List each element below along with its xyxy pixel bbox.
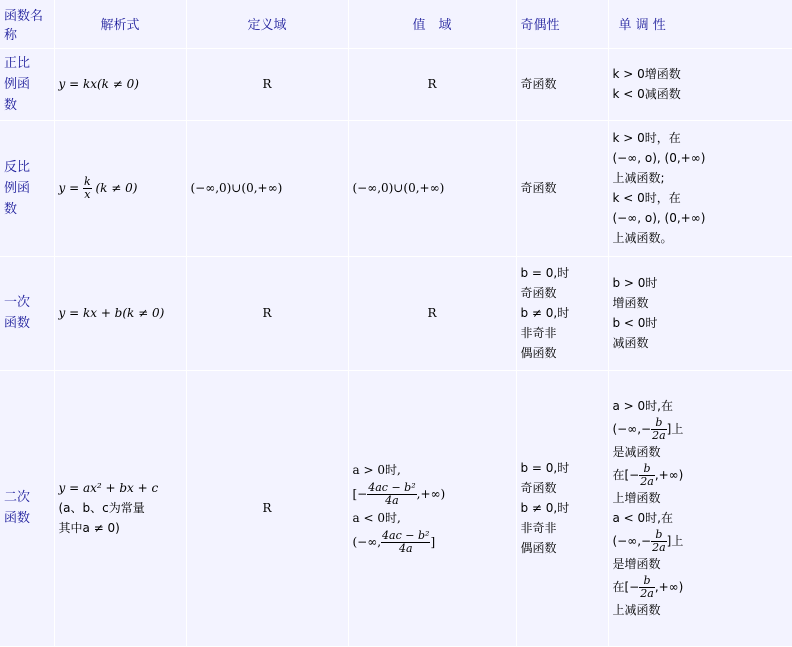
parity-line: 奇函数 bbox=[520, 77, 557, 91]
row-formula bbox=[54, 370, 186, 646]
mono-fraction-prefix: 在[− bbox=[612, 580, 640, 594]
mono-line bbox=[613, 416, 788, 442]
fraction-numerator: b bbox=[639, 575, 655, 588]
mono-line: 是减函数 bbox=[612, 445, 661, 459]
row-name bbox=[0, 256, 54, 370]
row-name-line: 反比 bbox=[4, 159, 31, 175]
row-name-line: 例函 bbox=[4, 180, 31, 196]
range-fraction-suffix: ,+∞) bbox=[416, 487, 446, 501]
parity-line: b = 0,时 bbox=[520, 266, 570, 280]
header-domain: 定义域 bbox=[186, 0, 348, 48]
mono-line: 上增函数 bbox=[612, 491, 661, 505]
fraction-numerator: b bbox=[651, 529, 667, 542]
mono-line: 上减函数。 bbox=[612, 231, 673, 245]
row-name bbox=[0, 370, 54, 646]
table-row bbox=[0, 256, 792, 370]
formula-fraction bbox=[83, 176, 92, 201]
parity-line: 非奇非 bbox=[520, 326, 557, 340]
table-row bbox=[0, 120, 792, 256]
table-row bbox=[0, 370, 792, 646]
mono-line: a < 0时,在 bbox=[612, 511, 673, 525]
row-name-line: 函数 bbox=[4, 316, 31, 331]
row-parity bbox=[516, 256, 608, 370]
fraction-numerator: k bbox=[83, 174, 91, 188]
mono-fraction-prefix: (−∞,− bbox=[612, 534, 652, 548]
table-row bbox=[0, 48, 792, 120]
row-domain: R bbox=[186, 370, 348, 646]
row-name-line: 正比 bbox=[4, 55, 31, 71]
mono-line: 是增函数 bbox=[612, 557, 661, 571]
parity-line: b ≠ 0,时 bbox=[520, 306, 570, 320]
row-name-line: 数 bbox=[4, 97, 18, 113]
formula-prefix: y = bbox=[58, 180, 80, 195]
fraction-denominator: 2a bbox=[652, 429, 666, 442]
header-function-name bbox=[0, 0, 54, 48]
formula-text: y = kx + b(k ≠ 0) bbox=[58, 306, 165, 320]
fraction-denominator: 2a bbox=[640, 587, 654, 600]
mono-line: a > 0时,在 bbox=[612, 399, 673, 413]
header-formula: 解析式 bbox=[54, 0, 186, 48]
mono-fraction-prefix: 在[− bbox=[612, 468, 640, 482]
mono-line: b > 0时 bbox=[612, 276, 658, 290]
mono-line: k > 0时，在 bbox=[612, 131, 681, 145]
header-row bbox=[0, 0, 792, 48]
mono-fraction bbox=[651, 529, 667, 554]
mono-line: b < 0时 bbox=[612, 316, 658, 330]
fraction-numerator: 4ac − b² bbox=[382, 529, 430, 542]
parity-line: 偶函数 bbox=[520, 541, 557, 555]
mono-line: 减函数 bbox=[612, 336, 649, 350]
parity-line: b ≠ 0,时 bbox=[520, 501, 570, 515]
row-range: (−∞,0)∪(0,+∞) bbox=[348, 120, 516, 256]
row-name bbox=[0, 48, 54, 120]
row-name-line: 一次 bbox=[4, 295, 31, 310]
range-line: a > 0时, bbox=[352, 463, 401, 477]
formula-line: 其中a ≠ 0) bbox=[58, 521, 120, 535]
row-monotonicity bbox=[608, 256, 792, 370]
mono-fraction-suffix: ]上 bbox=[666, 534, 684, 548]
row-monotonicity bbox=[608, 48, 792, 120]
header-parity: 奇偶性 bbox=[516, 0, 608, 48]
parity-line: b = 0,时 bbox=[520, 461, 570, 475]
mono-fraction bbox=[639, 463, 655, 488]
mono-line: 上减函数; bbox=[612, 171, 665, 185]
mono-fraction-prefix: (−∞,− bbox=[612, 422, 652, 436]
mono-line: 增函数 bbox=[612, 296, 649, 310]
parity-line: 奇函数 bbox=[520, 481, 557, 495]
mono-line: (−∞, o), (0,+∞) bbox=[612, 151, 706, 165]
row-parity bbox=[516, 370, 608, 646]
range-fraction-prefix: [− bbox=[352, 487, 368, 501]
row-formula bbox=[54, 256, 186, 370]
parity-line: 非奇非 bbox=[520, 521, 557, 535]
mono-line: k < 0减函数 bbox=[612, 87, 681, 101]
row-parity bbox=[516, 48, 608, 120]
formula-line: y = ax² + bx + c bbox=[58, 481, 159, 495]
row-range: R bbox=[348, 256, 516, 370]
mono-line: (−∞, o), (0,+∞) bbox=[612, 211, 706, 225]
range-line: a < 0时, bbox=[352, 511, 401, 525]
row-formula bbox=[54, 120, 186, 256]
row-name-line: 数 bbox=[4, 201, 18, 217]
range-fraction bbox=[381, 530, 430, 555]
fraction-denominator: 2a bbox=[652, 541, 666, 554]
row-name bbox=[0, 120, 54, 256]
parity-line: 奇函数 bbox=[520, 181, 557, 195]
row-domain: (−∞,0)∪(0,+∞) bbox=[186, 120, 348, 256]
parity-line: 偶函数 bbox=[520, 346, 557, 360]
row-domain: R bbox=[186, 48, 348, 120]
row-name-line: 函数 bbox=[4, 511, 31, 526]
header-monotonicity: 单 调 性 bbox=[608, 0, 792, 48]
row-name-line: 例函 bbox=[4, 76, 31, 92]
fraction-numerator: 4ac − b² bbox=[368, 481, 416, 494]
mono-line bbox=[613, 528, 788, 554]
range-line bbox=[353, 480, 512, 508]
fraction-denominator: 2a bbox=[640, 475, 654, 488]
mono-fraction bbox=[639, 575, 655, 600]
mono-line: k < 0时，在 bbox=[612, 191, 681, 205]
mono-line: k > 0增函数 bbox=[612, 67, 681, 81]
mono-line bbox=[613, 574, 788, 600]
range-fraction bbox=[367, 482, 416, 507]
row-formula bbox=[54, 48, 186, 120]
formula-line: (a、b、c为常量 bbox=[58, 501, 145, 515]
mono-fraction-suffix: ,+∞) bbox=[654, 468, 684, 482]
range-line bbox=[353, 528, 512, 556]
mono-fraction bbox=[651, 417, 667, 442]
range-fraction-suffix: ] bbox=[430, 535, 436, 549]
mono-fraction-suffix: ,+∞) bbox=[654, 580, 684, 594]
header-function-name-text: 函数名称 bbox=[4, 8, 44, 43]
row-parity bbox=[516, 120, 608, 256]
formula-text: y = kx(k ≠ 0) bbox=[58, 77, 139, 91]
range-fraction-prefix: (−∞, bbox=[352, 535, 382, 549]
mono-line bbox=[613, 462, 788, 488]
fraction-numerator: b bbox=[651, 417, 667, 430]
row-range: R bbox=[348, 48, 516, 120]
row-monotonicity bbox=[608, 370, 792, 646]
fraction-denominator: x bbox=[84, 187, 91, 201]
fraction-numerator: b bbox=[639, 463, 655, 476]
parity-line: 奇函数 bbox=[520, 286, 557, 300]
fraction-denominator: 4a bbox=[385, 494, 399, 507]
row-range bbox=[348, 370, 516, 646]
mono-fraction-suffix: ]上 bbox=[666, 422, 684, 436]
header-range: 值 域 bbox=[348, 0, 516, 48]
mono-line: 上减函数 bbox=[612, 603, 661, 617]
row-domain: R bbox=[186, 256, 348, 370]
row-monotonicity bbox=[608, 120, 792, 256]
row-name-line: 二次 bbox=[4, 490, 31, 505]
formula-suffix: (k ≠ 0) bbox=[95, 180, 138, 195]
fraction-denominator: 4a bbox=[398, 542, 413, 555]
